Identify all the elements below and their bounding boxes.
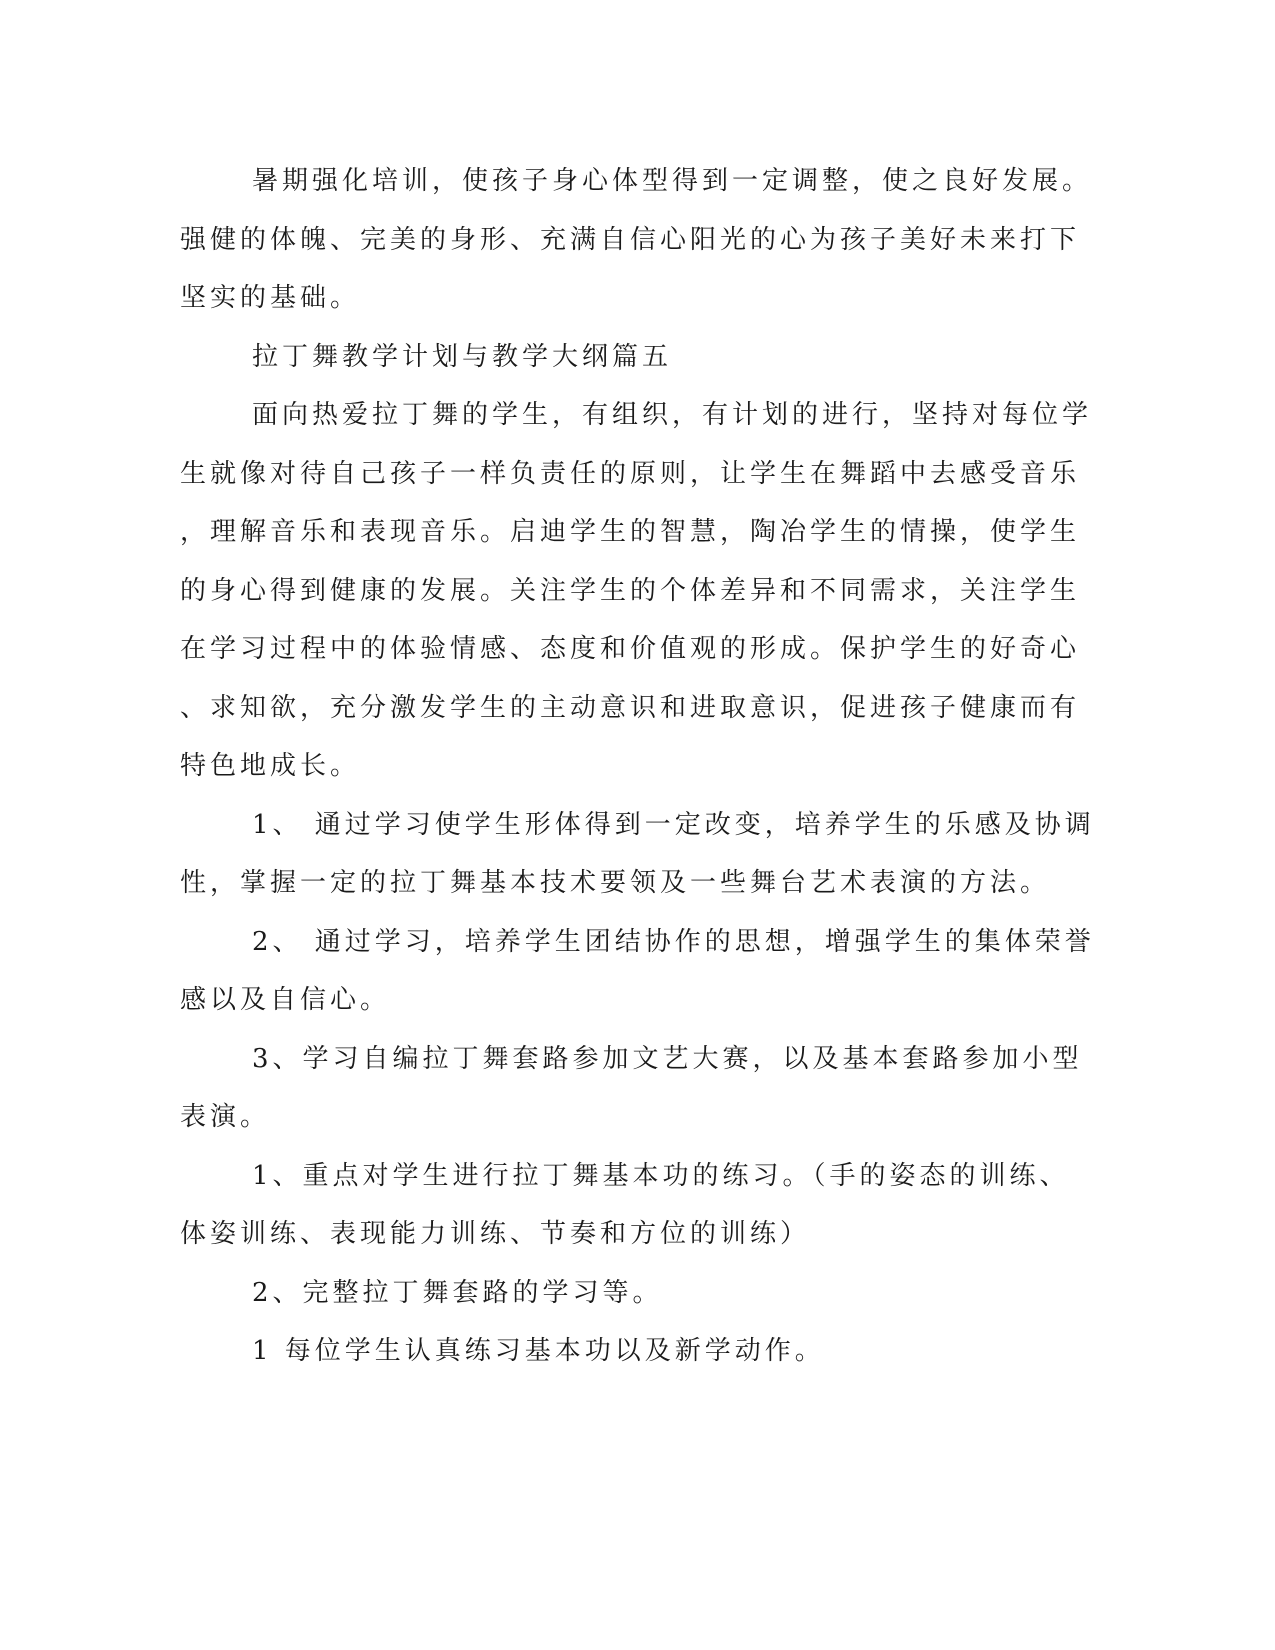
paragraph-line: ，理解音乐和表现音乐。启迪学生的智慧，陶冶学生的情操，使学生 — [180, 517, 1081, 547]
list-item-line: 2、完整拉丁舞套路的学习等。 — [252, 1277, 663, 1308]
paragraph-line: 的身心得到健康的发展。关注学生的个体差异和不同需求，关注学生 — [180, 575, 1081, 606]
document-body — [180, 152, 1095, 1381]
paragraph-line: 面向热爱拉丁舞的学生，有组织，有计划的进行，坚持对每位学 — [252, 400, 1093, 430]
paragraph-line: 特色地成长。 — [180, 751, 361, 781]
section-heading: 拉丁舞教学计划与教学大纲篇五 — [252, 341, 673, 372]
list-item-line: 表演。 — [180, 1102, 271, 1132]
list-item-line: 体姿训练、表现能力训练、节奏和方位的训练） — [180, 1219, 811, 1249]
paragraph-line: 在学习过程中的体验情感、态度和价值观的形成。保护学生的好奇心 — [180, 634, 1081, 664]
list-item-line: 性，掌握一定的拉丁舞基本技术要领及一些舞台艺术表演的方法。 — [180, 868, 1051, 898]
list-item-line: 2、 通过学习，培养学生团结协作的思想，增强学生的集体荣誉 — [252, 926, 1095, 957]
list-item-line: 1、重点对学生进行拉丁舞基本功的练习。（手的姿态的训练、 — [252, 1160, 1070, 1191]
paragraph-line: 坚实的基础。 — [180, 283, 361, 313]
list-item-line: 感以及自信心。 — [180, 985, 391, 1015]
list-item-line: 3、学习自编拉丁舞套路参加文艺大赛，以及基本套路参加小型 — [252, 1043, 1083, 1074]
list-item-line: 1、 通过学习使学生形体得到一定改变，培养学生的乐感及协调 — [252, 809, 1095, 840]
paragraph-line: 暑期强化培训，使孩子身心体型得到一定调整，使之良好发展。 — [252, 166, 1093, 196]
paragraph-line: 、求知欲，充分激发学生的主动意识和进取意识，促进孩子健康而有 — [180, 692, 1081, 723]
paragraph-line: 生就像对待自己孩子一样负责任的原则，让学生在舞蹈中去感受音乐 — [180, 458, 1081, 489]
list-item-line: 1 每位学生认真练习基本功以及新学动作。 — [252, 1336, 825, 1366]
paragraph-line: 强健的体魄、完美的身形、充满自信心阳光的心为孩子美好未来打下 — [180, 224, 1081, 255]
